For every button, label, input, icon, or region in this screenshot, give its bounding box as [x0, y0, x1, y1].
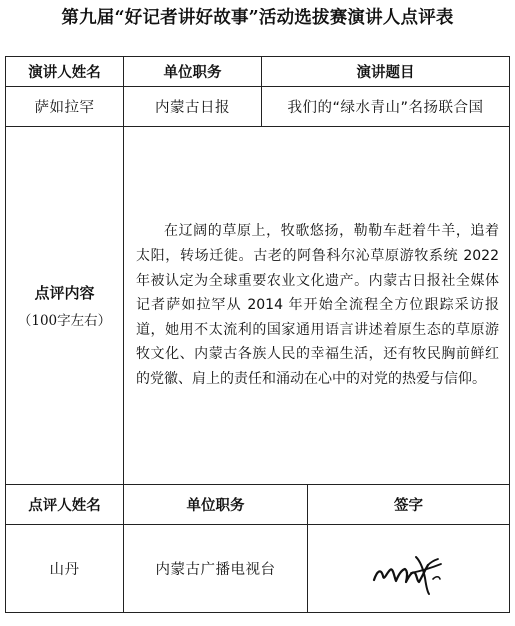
- reviewer-unit: 内蒙古广播电视台: [124, 525, 308, 613]
- handwritten-signature: [366, 540, 452, 598]
- speaker-row: [6, 87, 510, 127]
- reviewer-unit-header: 单位职务: [124, 485, 308, 525]
- reviewer-name: 山丹: [6, 525, 124, 613]
- speaker-unit: 内蒙古日报: [124, 87, 262, 127]
- speaker-unit-header: 单位职务: [124, 57, 262, 87]
- speaker-topic-header: 演讲题目: [262, 57, 510, 87]
- review-label-cell: [6, 127, 124, 485]
- reviewer-row: [6, 525, 510, 613]
- reviewer-header-row: [6, 485, 510, 525]
- review-label: 点评内容: [34, 284, 95, 302]
- review-form-table: [5, 56, 510, 613]
- review-length-note: （100字左右）: [17, 313, 112, 329]
- reviewer-name-header: 点评人姓名: [6, 485, 124, 525]
- review-row: [6, 127, 510, 485]
- signature-cell: [308, 525, 510, 613]
- speaker-name-header: 演讲人姓名: [6, 57, 124, 87]
- speaker-header-row: [6, 57, 510, 87]
- review-text: 在辽阔的草原上，牧歌悠扬，勒勒车赶着牛羊，追着太阳，转场迁徙。古老的阿鲁科尔沁草原游牧系统 2022 年被认定为全球重要农业文化遗产。内蒙古日报社全媒体记者萨如拉罕从 2014 年开始全流程全方位跟踪采访报道，她用不太流利的国家通用语言讲述着原生态的草原游牧文化、内蒙古各族人民的幸福生活，还有牧民胸前鲜红的党徽、肩上的责任和涌动在心中的对党的热爱与信仰。: [136, 223, 499, 387]
- review-content-cell: [124, 127, 510, 485]
- signature-header: 签字: [308, 485, 510, 525]
- form-title: 第九届“好记者讲好故事”活动选拔赛演讲人点评表: [61, 8, 454, 28]
- speech-topic: 我们的“绿水青山”名扬联合国: [262, 87, 510, 127]
- speaker-name: 萨如拉罕: [6, 87, 124, 127]
